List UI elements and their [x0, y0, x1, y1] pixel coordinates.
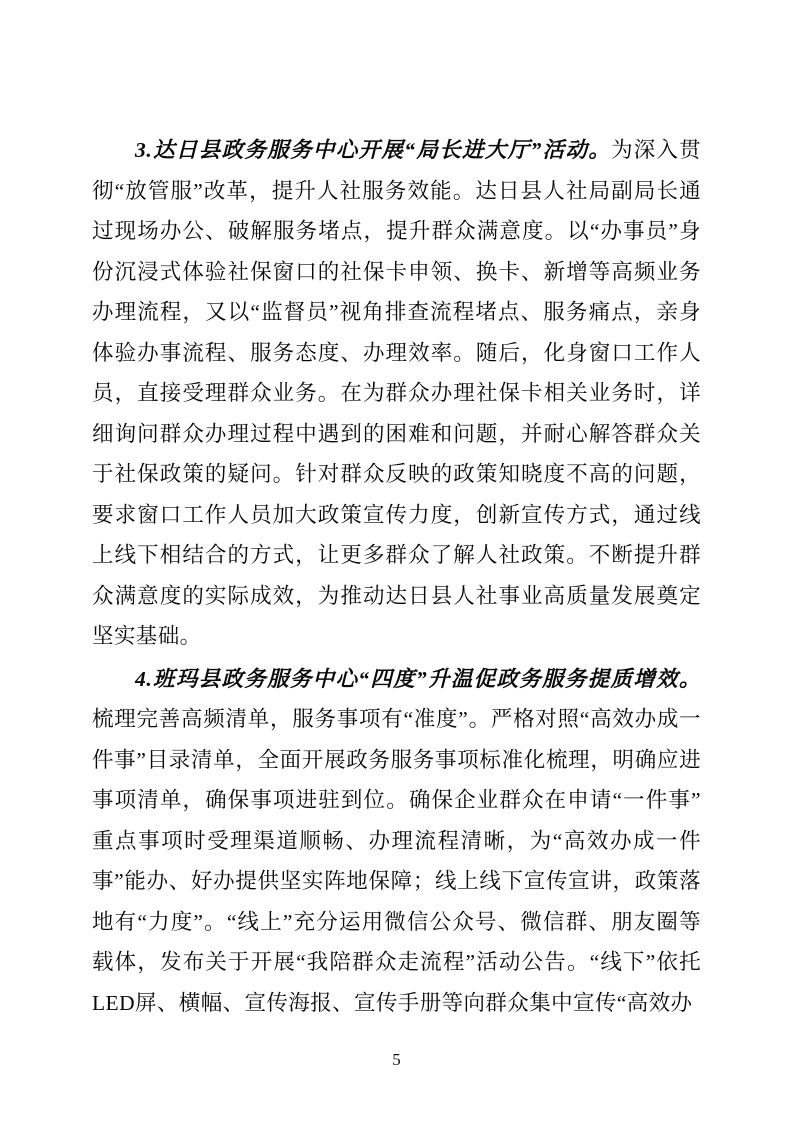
paragraph-text: 为深入贯彻“放管服”改革，提升人社服务效能。达日县人社局副局长通过现场办公、破解服务堵点，提升群众满意度。以“办事员”身份沉浸式体验社保窗口的社保卡申领、换卡、新增等高频业务办理流程，又以“监督员”视角排查流程堵点、服务痛点，亲身体验办事流程、服务态度、办理效率。随后，化身窗口工作人员，直接受理群众业务。在为群众办理社保卡相关业务时，详细询问群众办理过程中遇到的困难和问题，并耐心解答群众关于社保政策的疑问。针对群众反映的政策知晓度不高的问题，要求窗口工作人员加大政策宣传力度，创新宣传方式，通过线上线下相结合的方式，让更多群众了解人社政策。不断提升群众满意度的实际成效，为推动达日县人社事业高质量发展奠定坚实基础。	[92, 138, 701, 648]
paragraph-lead: 3.达日县政务服务中心开展“局长进大厅”活动。	[135, 138, 612, 162]
paragraph-text: 梳理完善高频清单，服务事项有“准度”。严格对照“高效办成一件事”目录清单，全面开展政务服务事项标准化梳理，明确应进事项清单，确保事项进驻到位。确保企业群众在申请“一件事”重点事项时受理渠道顺畅、办理流程清晰，为“高效办成一件事”能办、好办提供坚实阵地保障；线上线下宣传宣讲，政策落地有“力度”。“线上”充分运用微信公众号、微信群、朋友圈等载体，发布关于开展“我陪群众走流程”活动公告。“线下”依托LED屏、横幅、宣传海报、宣传手册等向群众集中宣传“高效办	[92, 707, 701, 1015]
paragraph-item	[92, 130, 701, 657]
paragraph-item	[92, 659, 701, 1024]
paragraph-lead: 4.班玛县政务服务中心“四度”升温促政务服务提质增效。	[135, 666, 701, 691]
document-body	[92, 130, 701, 1023]
page-number: 5	[392, 1050, 401, 1069]
